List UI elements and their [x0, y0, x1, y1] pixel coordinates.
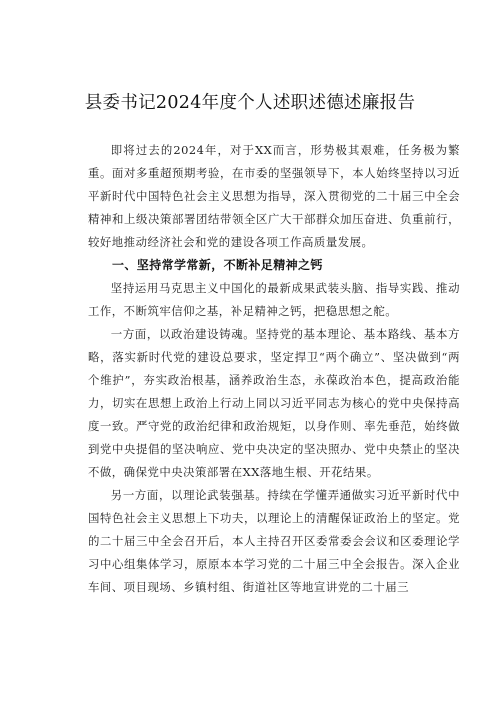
section-1-paragraph: 坚持运用马克思主义中国化的最新成果武装头脑、指导实践、推动工作，不断筑牢信仰之基，补足精神之钙，把稳思想之舵。 — [88, 281, 460, 318]
theory-arming-paragraph: 另一方面，以理论武装强基。持续在学懂弄通做实习近平新时代中国特色社会主义思想上下功夫，以理论上的清醒保证政治上的坚定。党的二十届三中全会召开后，本人主持召开区委常委会会议和区委理论学习中心组集体学习，原原本本学习党的二十届三中全会报告。深入企业车间、项目现场、乡镇村组、街道社区等地宣讲党的二十届三 — [88, 488, 460, 594]
political-building-paragraph: 一方面，以政治建设铸魂。坚持党的基本理论、基本路线、基本方略，落实新时代党的建设总要求，坚定捍卫“两个确立”、坚决做到“两个维护”，夯实政治根基，涵养政治生态，永葆政治本色，提高政治能力，切实在思想上政治上行动上同以习近平同志为核心的党中央保持高度一致。严守党的政治纪律和政治规矩，以身作则、率先垂范，始终做到党中央提倡的坚决响应、党中央决定的坚决照办、党中央禁止的坚决不做，确保党中央决策部署在XX落地生根、开花结果。 — [88, 327, 460, 479]
section-heading-1: 一、坚持常学常新，不断补足精神之钙 — [112, 258, 323, 272]
document-title: 县委书记2024年度个人述职述德述廉报告 — [84, 93, 416, 113]
intro-paragraph: 即将过去的2024年，对于XX而言，形势极其艰难，任务极为繁重。面对多重超预期考验，在市委的坚强领导下，本人始终坚持以习近平新时代中国特色社会主义思想为指导，深入贯彻党的二十届三中全会精神和上级决策部署团结带领全区广大干部群众加压奋进、负重前行，较好地推动经济社会和党的建设各项工作高质量发展。 — [88, 143, 460, 249]
document-body — [88, 139, 460, 599]
